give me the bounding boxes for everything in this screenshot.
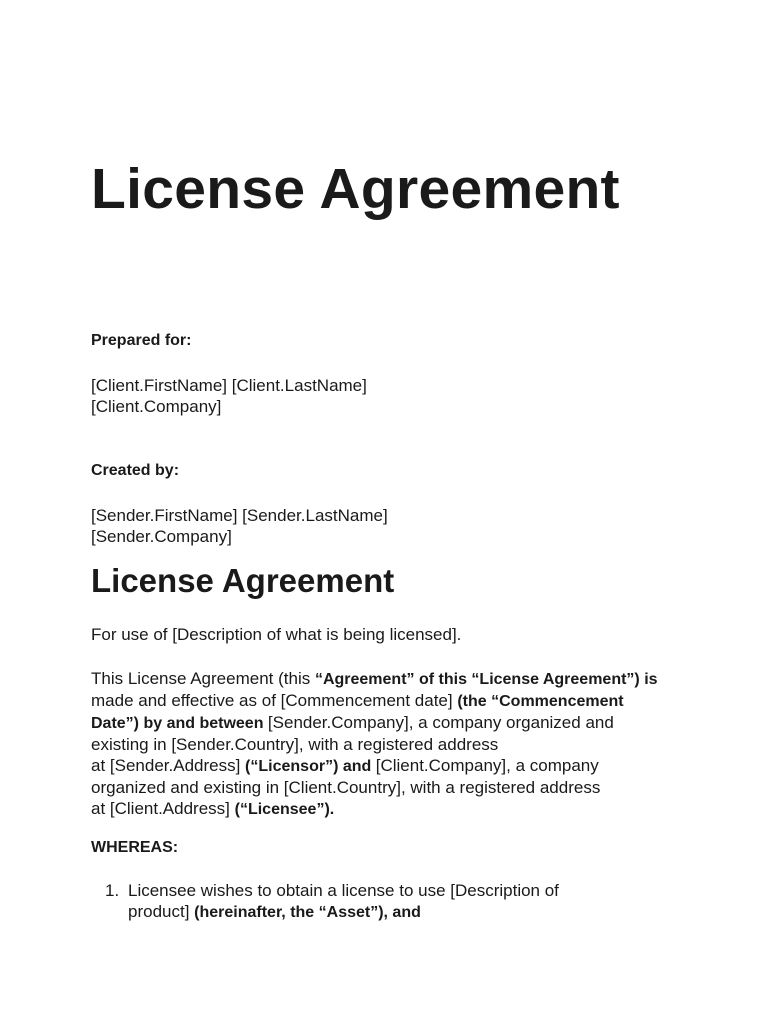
intro-text: This License Agreement (this	[91, 669, 315, 688]
intro-text: at [Sender.Address]	[91, 756, 246, 775]
intro-bold-text: (“Licensor”) and	[245, 758, 376, 775]
intro-line-3	[91, 712, 681, 734]
intro-bold-text: (the “Commencement	[457, 693, 624, 710]
intro-text: made and effective as of [Commencement date]	[91, 691, 458, 710]
intro-text: [Client.Company], a company	[375, 756, 599, 775]
created-by-name: [Sender.FirstName] [Sender.LastName]	[91, 506, 388, 525]
whereas-list	[91, 880, 559, 923]
intro-line-6: organized and existing in [Client.Country], with a registered address	[91, 778, 601, 797]
list-item-line-2	[128, 901, 559, 923]
list-item	[91, 880, 559, 923]
created-by-label: Created by:	[91, 462, 180, 479]
prepared-for-company: [Client.Company]	[91, 397, 222, 416]
created-by-block	[91, 505, 388, 547]
intro-line-2	[91, 690, 681, 712]
intro-line-5	[91, 755, 681, 777]
prepared-for-label: Prepared for:	[91, 332, 192, 349]
list-item-text: product]	[128, 902, 195, 921]
list-item-number: 1.	[105, 881, 120, 900]
intro-bold-text: (“Licensee”).	[234, 801, 335, 818]
prepared-for-name: [Client.FirstName] [Client.LastName]	[91, 376, 367, 395]
intro-line-1	[91, 668, 681, 690]
list-item-bold-text: (hereinafter, the “Asset”), and	[194, 904, 421, 921]
intro-text: at [Client.Address]	[91, 799, 235, 818]
intro-bold-text: “Agreement” of this “License Agreement”) is	[314, 671, 658, 688]
intro-line-4: existing in [Sender.Country], with a registered address	[91, 735, 499, 754]
intro-paragraph	[91, 668, 681, 820]
document-title: License Agreement	[91, 157, 620, 221]
intro-bold-text: Date”) by and between	[91, 715, 268, 732]
for-use-line: For use of [Description of what is being licensed].	[91, 625, 462, 644]
created-by-company: [Sender.Company]	[91, 527, 232, 546]
intro-text: [Sender.Company], a company organized and	[267, 713, 614, 732]
intro-line-7	[91, 798, 681, 820]
list-item-line-1: Licensee wishes to obtain a license to use [Description of	[128, 881, 559, 900]
section-heading: License Agreement	[91, 562, 395, 599]
prepared-for-block	[91, 375, 367, 417]
whereas-label: WHEREAS:	[91, 839, 179, 856]
